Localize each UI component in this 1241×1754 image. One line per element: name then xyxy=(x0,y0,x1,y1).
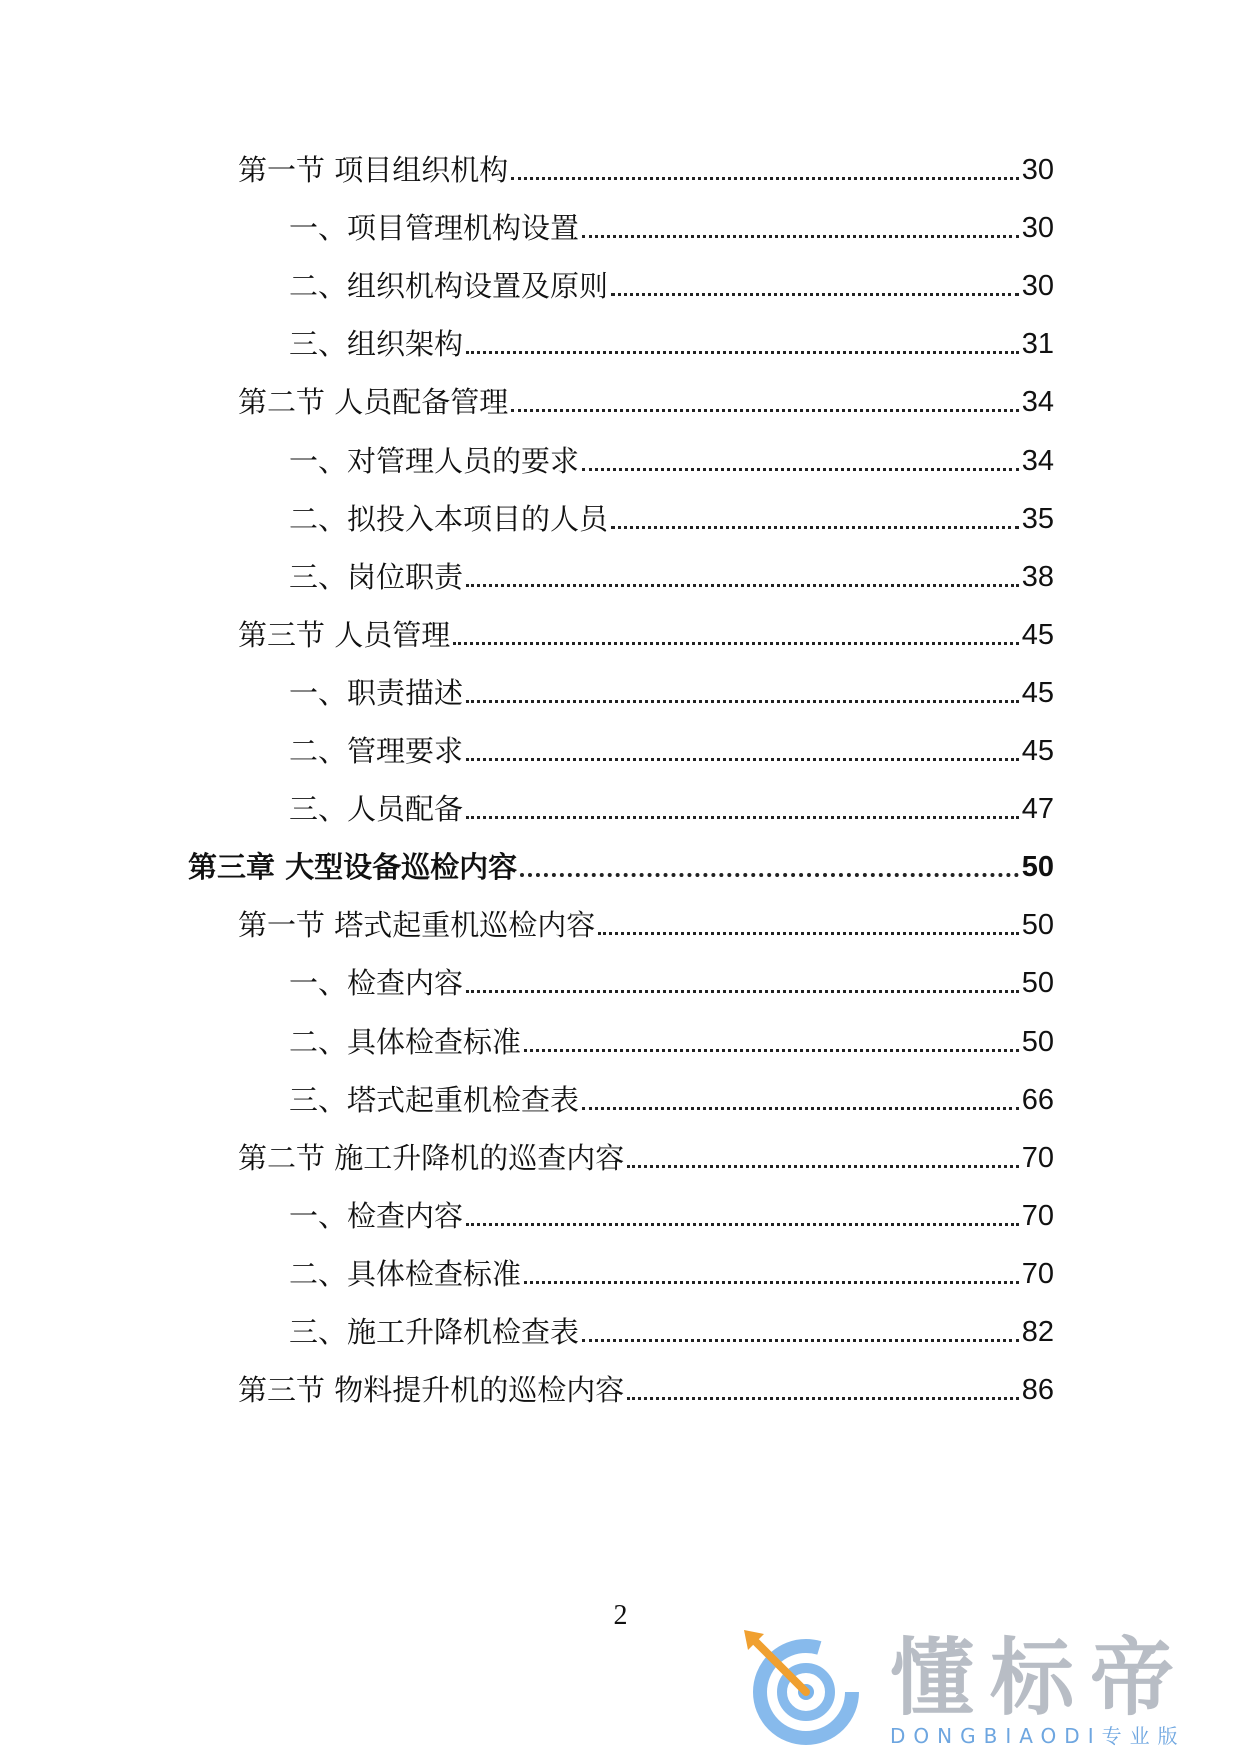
toc-entry[interactable] xyxy=(289,963,1054,1003)
toc-entry-title: 三、施工升降机检查表 xyxy=(289,1315,580,1349)
toc-entry-title: 一、检查内容 xyxy=(289,966,464,1000)
toc-entry[interactable] xyxy=(289,789,1054,829)
toc-entry-title: 三、塔式起重机检查表 xyxy=(289,1083,580,1117)
page-number: 2 xyxy=(613,1600,628,1631)
toc-dot-leader xyxy=(511,409,1019,412)
toc-entry-page: 30 xyxy=(1021,212,1054,244)
toc-entry[interactable] xyxy=(289,441,1054,481)
toc-entry[interactable] xyxy=(289,1312,1054,1352)
toc-dot-leader xyxy=(582,1339,1019,1342)
toc-dot-leader xyxy=(598,932,1019,935)
toc-dot-leader xyxy=(466,584,1019,587)
toc-entry-title: 一、检查内容 xyxy=(289,1199,464,1233)
watermark-brand: 懂标帝 xyxy=(890,1629,1191,1727)
toc-dot-leader xyxy=(520,873,1019,877)
toc-dot-leader xyxy=(627,1397,1019,1400)
toc-entry[interactable] xyxy=(289,731,1054,771)
toc-entry-page: 70 xyxy=(1021,1142,1054,1174)
toc-entry-page: 38 xyxy=(1021,561,1054,593)
toc-entry[interactable] xyxy=(238,150,1054,190)
toc-entry-title: 三、组织架构 xyxy=(289,327,464,361)
toc-entry-page: 50 xyxy=(1021,967,1054,999)
toc-entry[interactable] xyxy=(289,1022,1054,1062)
toc-entry-title: 二、拟投入本项目的人员 xyxy=(289,502,609,536)
toc-entry[interactable] xyxy=(238,382,1054,422)
toc-entry-page: 82 xyxy=(1021,1316,1054,1348)
toc-entry[interactable] xyxy=(289,673,1054,713)
watermark xyxy=(740,1628,1230,1748)
toc-dot-leader xyxy=(466,700,1019,703)
toc-entry-title: 二、组织机构设置及原则 xyxy=(289,269,609,303)
toc-entry-page: 70 xyxy=(1021,1200,1054,1232)
toc-entry-page: 30 xyxy=(1021,154,1054,186)
toc-entry-title: 第一节 塔式起重机巡检内容 xyxy=(238,908,596,942)
toc-entry-title: 一、项目管理机构设置 xyxy=(289,211,580,245)
toc-entry-title: 三、岗位职责 xyxy=(289,560,464,594)
toc-dot-leader xyxy=(466,758,1019,761)
toc-dot-leader xyxy=(582,235,1019,238)
toc-entry-title: 二、具体检查标准 xyxy=(289,1025,522,1059)
toc-entry-title: 一、对管理人员的要求 xyxy=(289,444,580,478)
toc-entry-page: 31 xyxy=(1021,328,1054,360)
toc-entry-page: 86 xyxy=(1021,1374,1054,1406)
toc-entry-page: 66 xyxy=(1021,1084,1054,1116)
toc-dot-leader xyxy=(611,293,1019,296)
toc-entry-page: 35 xyxy=(1021,503,1054,535)
toc-entry-title: 三、人员配备 xyxy=(289,792,464,826)
toc-entry[interactable] xyxy=(238,615,1054,655)
toc-entry-title: 第三节 人员管理 xyxy=(238,618,451,652)
toc-dot-leader xyxy=(466,351,1019,354)
toc-dot-leader xyxy=(524,1281,1019,1284)
toc-dot-leader xyxy=(611,526,1019,529)
toc-dot-leader xyxy=(582,468,1019,471)
toc-entry[interactable] xyxy=(289,557,1054,597)
toc-entry-page: 50 xyxy=(1021,1026,1054,1058)
toc-entry[interactable] xyxy=(289,324,1054,364)
toc-dot-leader xyxy=(627,1165,1019,1168)
toc-dot-leader xyxy=(453,642,1019,645)
toc-entry-title: 第二节 施工升降机的巡查内容 xyxy=(238,1141,625,1175)
toc-entry-title: 第二节 人员配备管理 xyxy=(238,385,509,419)
toc-entry-page: 50 xyxy=(1021,851,1054,883)
toc-entry[interactable] xyxy=(289,1196,1054,1236)
toc-entry-page: 70 xyxy=(1021,1258,1054,1290)
toc-entry[interactable] xyxy=(238,1138,1054,1178)
toc-entry-title: 二、具体检查标准 xyxy=(289,1257,522,1291)
toc-entry-page: 34 xyxy=(1021,445,1054,477)
toc-entry-title: 二、管理要求 xyxy=(289,734,464,768)
toc-entry-page: 47 xyxy=(1021,793,1054,825)
toc-entry[interactable] xyxy=(188,847,1054,887)
toc-entry-page: 30 xyxy=(1021,270,1054,302)
toc-entry[interactable] xyxy=(289,1254,1054,1294)
toc-dot-leader xyxy=(466,1223,1019,1226)
toc-entry[interactable] xyxy=(289,266,1054,306)
toc-entry-title: 一、职责描述 xyxy=(289,676,464,710)
toc-entry[interactable] xyxy=(289,208,1054,248)
toc-entry-title: 第一节 项目组织机构 xyxy=(238,153,509,187)
toc-entry-page: 50 xyxy=(1021,909,1054,941)
toc-entry-page: 34 xyxy=(1021,386,1054,418)
toc-dot-leader xyxy=(466,990,1019,993)
watermark-subtitle: DONGBIAODI专业版 xyxy=(890,1724,1186,1748)
toc-entry[interactable] xyxy=(289,1080,1054,1120)
toc-entry[interactable] xyxy=(238,1370,1054,1410)
toc-entry-title: 第三章 大型设备巡检内容 xyxy=(188,850,518,884)
toc-entry-page: 45 xyxy=(1021,619,1054,651)
target-arrow-icon xyxy=(740,1628,880,1748)
toc-entry-page: 45 xyxy=(1021,677,1054,709)
toc-entry-page: 45 xyxy=(1021,735,1054,767)
toc-dot-leader xyxy=(466,816,1019,819)
toc-entry-title: 第三节 物料提升机的巡检内容 xyxy=(238,1373,625,1407)
toc-entry[interactable] xyxy=(289,499,1054,539)
toc-dot-leader xyxy=(511,177,1019,180)
toc-entry[interactable] xyxy=(238,905,1054,945)
toc-dot-leader xyxy=(582,1107,1019,1110)
toc-dot-leader xyxy=(524,1049,1019,1052)
